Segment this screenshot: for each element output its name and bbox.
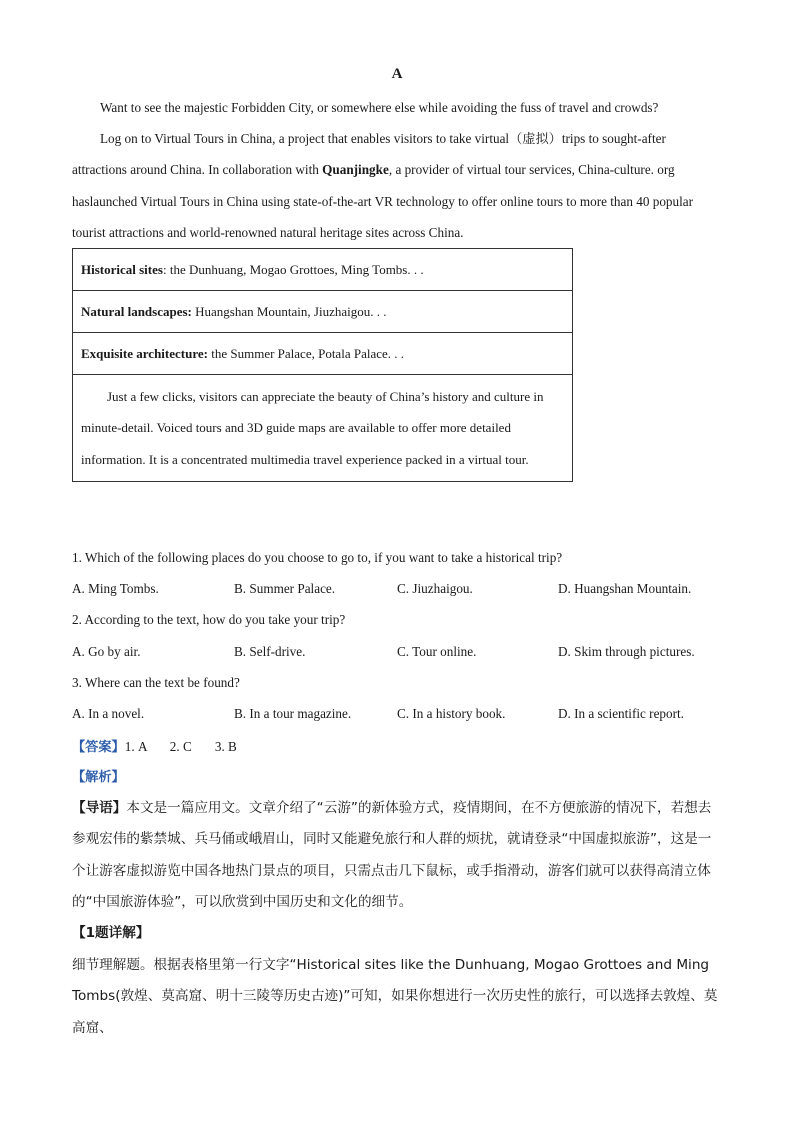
row-text: the Summer Palace, Potala Palace. . .	[207, 345, 405, 361]
option-a: A. In a novel.	[72, 706, 145, 721]
answer-values: 1. A 2. C 3. B	[124, 739, 237, 754]
guide-paragraph	[72, 793, 722, 918]
company-name: Quanjingke	[322, 162, 389, 178]
table-row	[73, 249, 573, 291]
intro-paragraph: Want to see the majestic Forbidden City, or somewhere else while avoiding the fuss of travel and crowds?	[100, 100, 659, 115]
option-b: B. Self-drive.	[234, 644, 306, 659]
passage-text-start: Log on to Virtual Tours in China, a project that enables visitors to take virtual（虚拟）trips to sought-after attractions around China. In collaboration with	[72, 131, 666, 178]
option-d: D. Skim through pictures.	[558, 644, 695, 659]
row-label: Exquisite architecture:	[81, 345, 208, 361]
option-b: B. Summer Palace.	[234, 581, 336, 596]
info-table	[72, 248, 573, 482]
detail-label: 【1题详解】	[72, 925, 150, 941]
table-row	[73, 333, 573, 375]
row-label: Natural landscapes:	[81, 303, 192, 319]
analysis-heading	[72, 762, 722, 793]
option-c: C. In a history book.	[397, 706, 506, 721]
detail-heading	[72, 918, 722, 949]
answer-line	[72, 736, 237, 755]
guide-text: 本文是一篇应用文。文章介绍了“云游”的新体验方式，疫情期间，在不方便旅游的情况下，若想去参观宏伟的紫禁城、兵马俑或峨眉山，同时又能避免旅行和人群的烦扰，就请登录“中国虚拟旅游”，这是一个让游客虚拟游览中国各地热门景点的项目，只需点击几下鼠标，或手指滑动，游客们就可以获得高清立体的“中国旅游体验”，可以欣赏到中国历史和文化的细节。	[72, 800, 712, 910]
option-a: A. Ming Tombs.	[72, 581, 159, 596]
row-label: Historical sites	[81, 261, 163, 277]
passage-text-end: , a provider of virtual tour services, China-culture. org haslaunched Virtual Tours in China using state-of-the-art VR technology to offer online tours to more than 40 popular tourist attractions and world-renowned natural heritage sites across China.	[72, 162, 694, 240]
question-1: 1. Which of the following places do you choose to go to, if you want to take a historical trip?	[72, 550, 563, 565]
table-row	[73, 291, 573, 333]
analysis-label: 【解析】	[72, 770, 125, 785]
detail-paragraph: 细节理解题。根据表格里第一行文字“Historical sites like the Dunhuang, Mogao Grottoes and Ming Tombs(敦煌、莫高窟、明十三陵等历史古迹)”可知，如果你想进行一次历史性的旅行，可以选择去敦煌、莫高窟、	[72, 957, 718, 1036]
option-c: C. Jiuzhaigou.	[397, 581, 473, 596]
row-text: : the Dunhuang, Mogao Grottoes, Ming Tombs. . .	[162, 261, 424, 277]
table-cell-description: Just a few clicks, visitors can appreciate the beauty of China’s history and culture in minute-detail. Voiced tours and 3D guide maps are available to offer more detailed information. It is a concentrated multimedia travel experience packed in a virtual tour.	[73, 375, 573, 482]
table-cell	[73, 291, 573, 333]
section-title: A	[391, 66, 403, 82]
guide-label: 【导语】	[72, 800, 127, 816]
option-c: C. Tour online.	[397, 644, 477, 659]
answer-label: 【答案】	[72, 740, 125, 755]
question-3: 3. Where can the text be found?	[72, 675, 240, 690]
table-cell	[73, 249, 573, 291]
row-text: Huangshan Mountain, Jiuzhaigou. . .	[191, 303, 387, 319]
option-a: A. Go by air.	[72, 644, 141, 659]
option-d: D. In a scientific report.	[558, 706, 684, 721]
option-b: B. In a tour magazine.	[234, 706, 352, 721]
question-2: 2. According to the text, how do you take your trip?	[72, 612, 346, 627]
table-cell	[73, 333, 573, 375]
table-row	[73, 375, 573, 482]
passage-paragraph	[72, 123, 722, 248]
option-d: D. Huangshan Mountain.	[558, 581, 692, 596]
